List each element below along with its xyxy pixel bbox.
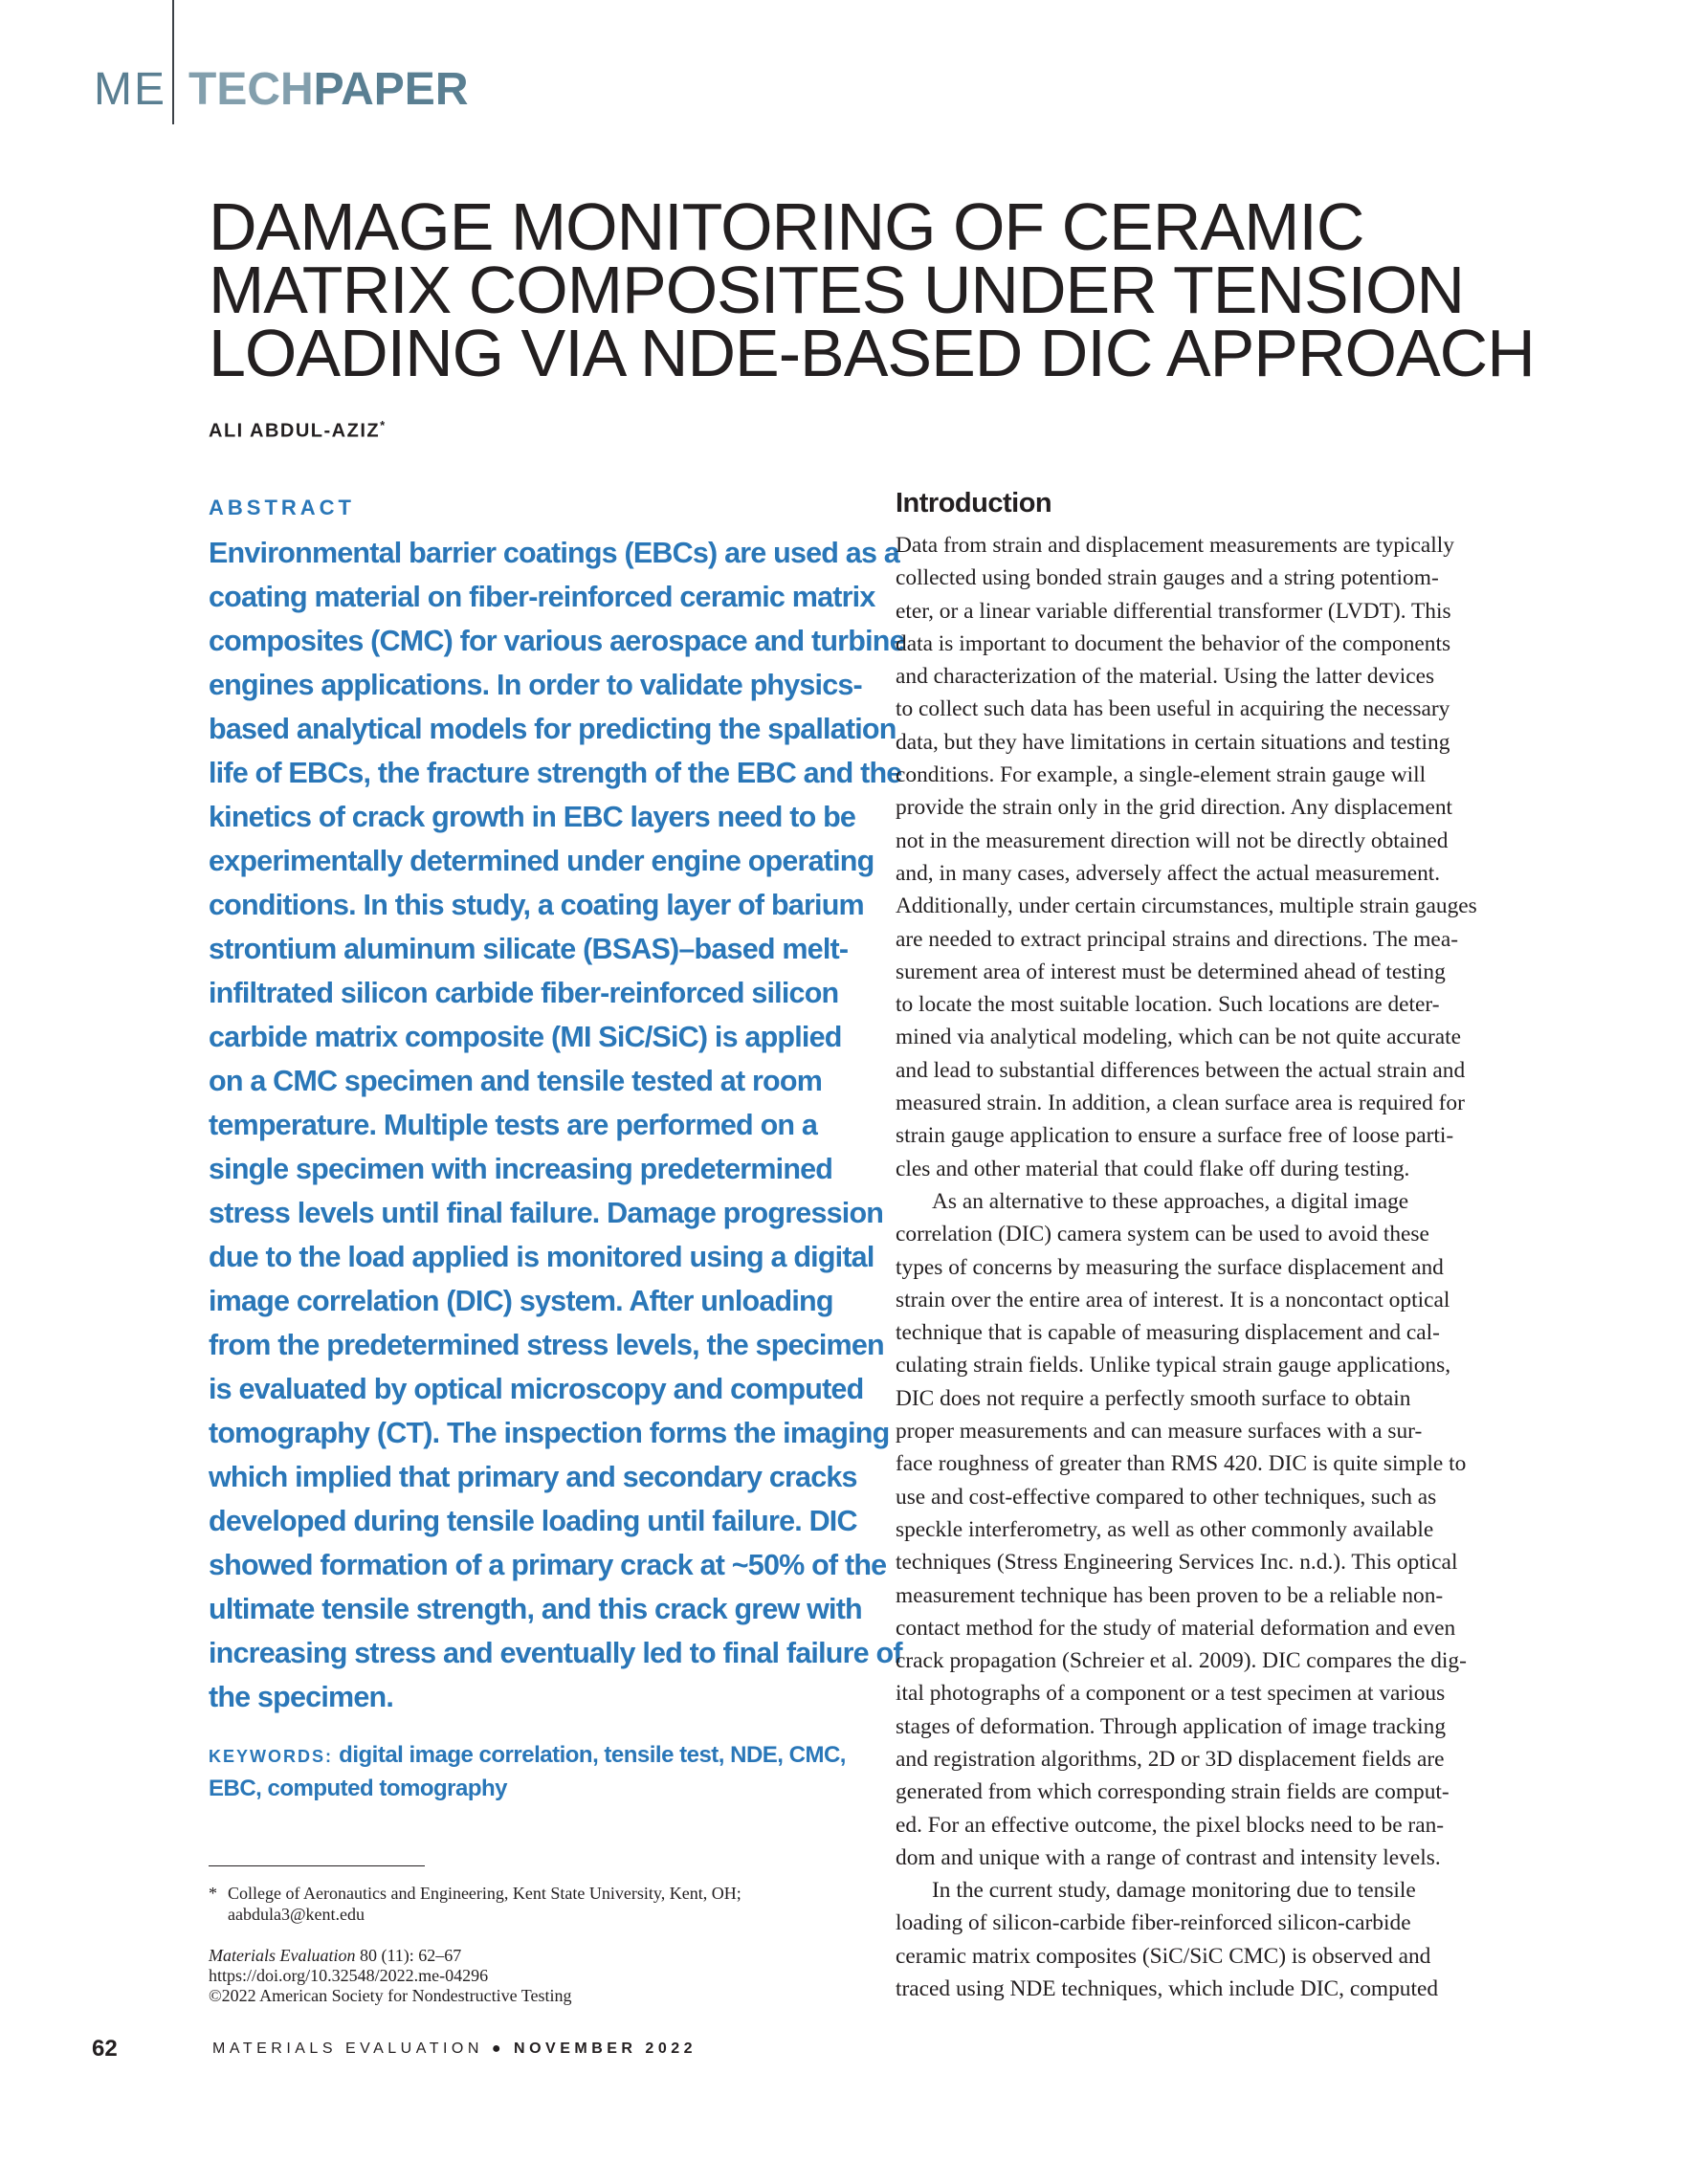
introduction-line: generated from which corresponding strain fields are comput- bbox=[896, 1779, 1450, 1805]
section-label-paper: PAPER bbox=[313, 64, 469, 115]
keywords-text: digital image correlation, tensile test, NDE, CMC, bbox=[339, 1742, 846, 1768]
introduction-line: technique that is capable of measuring displacement and cal- bbox=[896, 1320, 1440, 1346]
introduction-line: contact method for the study of material deformation and even bbox=[896, 1615, 1456, 1641]
introduction-line: Additionally, under certain circumstances, multiple strain gauges bbox=[896, 893, 1477, 919]
introduction-line: speckle interferometry, as well as other commonly available bbox=[896, 1516, 1434, 1542]
abstract-line: on a CMC specimen and tensile tested at room bbox=[209, 1065, 823, 1097]
author-footnote-mark: * bbox=[380, 418, 387, 432]
citation-copyright: ©2022 American Society for Nondestructive Testing bbox=[209, 1986, 572, 2005]
introduction-line: are needed to extract principal strains and directions. The mea- bbox=[896, 926, 1458, 952]
introduction-line: strain gauge application to ensure a surface free of loose parti- bbox=[896, 1123, 1454, 1149]
introduction-line: surement area of interest must be determined ahead of testing bbox=[896, 959, 1446, 984]
footnote-divider bbox=[209, 1865, 425, 1866]
abstract-line: from the predetermined stress levels, the specimen bbox=[209, 1329, 884, 1361]
running-footer bbox=[212, 2041, 697, 2058]
keywords-label: KEYWORDS: bbox=[209, 1747, 333, 1766]
introduction-line: Data from strain and displacement measurements are typically bbox=[896, 533, 1454, 558]
abstract-line: due to the load applied is monitored using a digital bbox=[209, 1241, 874, 1273]
title-line: MATRIX COMPOSITES UNDER TENSION bbox=[209, 253, 1465, 327]
citation-block bbox=[209, 1946, 840, 2006]
introduction-line: and lead to substantial differences between the actual strain and bbox=[896, 1057, 1466, 1083]
abstract-line: Environmental barrier coatings (EBCs) are used as a bbox=[209, 537, 899, 569]
title-line: LOADING VIA NDE-BASED DIC APPROACH bbox=[209, 316, 1535, 390]
keywords bbox=[209, 1739, 846, 1805]
introduction-line: proper measurements and can measure surfaces with a sur- bbox=[896, 1419, 1423, 1445]
footnote-email: aabdula3@kent.edu bbox=[228, 1905, 365, 1924]
footer-issue: NOVEMBER 2022 bbox=[514, 2041, 697, 2057]
page-number: 62 bbox=[92, 2036, 118, 2062]
section-label-me: ME bbox=[94, 64, 166, 115]
abstract-line: conditions. In this study, a coating layer of barium bbox=[209, 889, 864, 921]
abstract-line: stress levels until final failure. Damage progression bbox=[209, 1197, 884, 1229]
abstract-line: temperature. Multiple tests are performed on a bbox=[209, 1109, 818, 1141]
citation-doi: https://doi.org/10.32548/2022.me-04296 bbox=[209, 1966, 489, 1985]
introduction-line: ceramic matrix composites (SiC/SiC CMC) is observed and bbox=[896, 1943, 1431, 1969]
citation-journal: Materials Evaluation bbox=[209, 1946, 356, 1965]
abstract-body bbox=[209, 531, 905, 1719]
abstract-line: kinetics of crack growth in EBC layers need to be bbox=[209, 801, 856, 833]
introduction-line: strain over the entire area of interest. It is a noncontact optical bbox=[896, 1287, 1450, 1313]
abstract-line: developed during tensile loading until failure. DIC bbox=[209, 1505, 857, 1537]
introduction-line: culating strain fields. Unlike typical strain gauge applications, bbox=[896, 1353, 1451, 1379]
introduction-line: ital photographs of a component or a test specimen at various bbox=[896, 1681, 1446, 1707]
title-line: DAMAGE MONITORING OF CERAMIC bbox=[209, 189, 1364, 264]
introduction-line: As an alternative to these approaches, a digital image bbox=[932, 1188, 1409, 1214]
abstract-line: composites (CMC) for various aerospace and turbine bbox=[209, 625, 905, 657]
abstract-line: tomography (CT). The inspection forms the imaging bbox=[209, 1417, 890, 1449]
introduction-line: data is important to document the behavior of the components bbox=[896, 630, 1451, 656]
abstract-line: based analytical models for predicting the spallation bbox=[209, 713, 896, 745]
section-label-tech: TECH bbox=[188, 64, 314, 115]
abstract-line: strontium aluminum silicate (BSAS)–based melt- bbox=[209, 933, 849, 965]
introduction-line: measured strain. In addition, a clean surface area is required for bbox=[896, 1091, 1465, 1116]
introduction-line: traced using NDE techniques, which include DIC, computed bbox=[896, 1976, 1439, 2002]
introduction-line: eter, or a linear variable differential transformer (LVDT). This bbox=[896, 598, 1451, 624]
author-text: ALI ABDUL-AZIZ bbox=[209, 420, 381, 442]
keywords-text: EBC, computed tomography bbox=[209, 1776, 508, 1801]
introduction-line: mined via analytical modeling, which can be not quite accurate bbox=[896, 1025, 1462, 1050]
section-label-techpaper bbox=[188, 64, 469, 115]
introduction-line: techniques (Stress Engineering Services Inc. n.d.). This optical bbox=[896, 1550, 1458, 1576]
introduction-line: face roughness of greater than RMS 420. DIC is quite simple to bbox=[896, 1451, 1467, 1477]
article-title bbox=[209, 189, 1567, 390]
abstract-line: image correlation (DIC) system. After unloading bbox=[209, 1285, 833, 1317]
introduction-line: use and cost-effective compared to other techniques, such as bbox=[896, 1484, 1437, 1510]
abstract-heading: ABSTRACT bbox=[209, 496, 355, 519]
introduction-line: loading of silicon-carbide fiber-reinforced silicon-carbide bbox=[896, 1910, 1411, 1936]
abstract-line: the specimen. bbox=[209, 1681, 394, 1713]
abstract-line: infiltrated silicon carbide fiber-reinforced silicon bbox=[209, 977, 839, 1009]
introduction-line: dom and unique with a range of contrast and intensity levels. bbox=[896, 1844, 1441, 1870]
introduction-line: data, but they have limitations in certain situations and testing bbox=[896, 729, 1450, 755]
abstract-line: engines applications. In order to validate physics- bbox=[209, 669, 862, 701]
footnote-mark: * bbox=[209, 1884, 217, 1903]
abstract-line: ultimate tensile strength, and this crack grew with bbox=[209, 1593, 862, 1625]
author-name bbox=[209, 418, 387, 443]
introduction-line: stages of deformation. Through application of image tracking bbox=[896, 1713, 1447, 1739]
abstract-line: experimentally determined under engine operating bbox=[209, 845, 874, 877]
introduction-line: ed. For an effective outcome, the pixel blocks need to be ran- bbox=[896, 1812, 1445, 1838]
introduction-line: and characterization of the material. Using the latter devices bbox=[896, 664, 1435, 690]
abstract-line: increasing stress and eventually led to final failure of bbox=[209, 1637, 902, 1669]
abstract-line: life of EBCs, the fracture strength of the EBC and the bbox=[209, 757, 902, 789]
introduction-line: collected using bonded strain gauges and a string potentiom- bbox=[896, 565, 1439, 591]
introduction-line: not in the measurement direction will not be directly obtained bbox=[896, 827, 1449, 853]
introduction-line: In the current study, damage monitoring due to tensile bbox=[932, 1878, 1416, 1904]
abstract-line: is evaluated by optical microscopy and computed bbox=[209, 1373, 864, 1405]
introduction-body bbox=[896, 529, 1556, 2005]
citation-volume: 80 (11): 62–67 bbox=[355, 1946, 462, 1965]
introduction-line: types of concerns by measuring the surface displacement and bbox=[896, 1254, 1444, 1280]
abstract-line: coating material on fiber-reinforced ceramic matrix bbox=[209, 581, 875, 613]
introduction-line: provide the strain only in the grid direction. Any displacement bbox=[896, 795, 1453, 821]
introduction-line: correlation (DIC) camera system can be used to avoid these bbox=[896, 1222, 1429, 1247]
footer-bullet: ● bbox=[491, 2041, 506, 2057]
introduction-line: and, in many cases, adversely affect the actual measurement. bbox=[896, 860, 1441, 886]
introduction-line: measurement technique has been proven to be a reliable non- bbox=[896, 1582, 1444, 1608]
introduction-line: and registration algorithms, 2D or 3D displacement fields are bbox=[896, 1746, 1445, 1772]
abstract-line: single specimen with increasing predetermined bbox=[209, 1153, 833, 1185]
footer-journal: MATERIALS EVALUATION bbox=[212, 2041, 483, 2057]
header-divider bbox=[172, 0, 174, 124]
introduction-line: to locate the most suitable location. Such locations are deter- bbox=[896, 992, 1440, 1018]
abstract-line: showed formation of a primary crack at ~50% of the bbox=[209, 1549, 887, 1581]
abstract-line: which implied that primary and secondary cracks bbox=[209, 1461, 857, 1493]
introduction-heading: Introduction bbox=[896, 488, 1052, 518]
introduction-line: cles and other material that could flake off during testing. bbox=[896, 1156, 1410, 1181]
author-affiliation-footnote bbox=[209, 1883, 840, 1925]
introduction-line: to collect such data has been useful in acquiring the necessary bbox=[896, 696, 1450, 722]
introduction-line: conditions. For example, a single-element strain gauge will bbox=[896, 762, 1427, 788]
introduction-line: crack propagation (Schreier et al. 2009). DIC compares the dig- bbox=[896, 1648, 1467, 1674]
abstract-line: carbide matrix composite (MI SiC/SiC) is applied bbox=[209, 1021, 842, 1053]
introduction-line: DIC does not require a perfectly smooth surface to obtain bbox=[896, 1385, 1411, 1411]
footnote-line: College of Aeronautics and Engineering, Kent State University, Kent, OH; bbox=[228, 1884, 741, 1903]
